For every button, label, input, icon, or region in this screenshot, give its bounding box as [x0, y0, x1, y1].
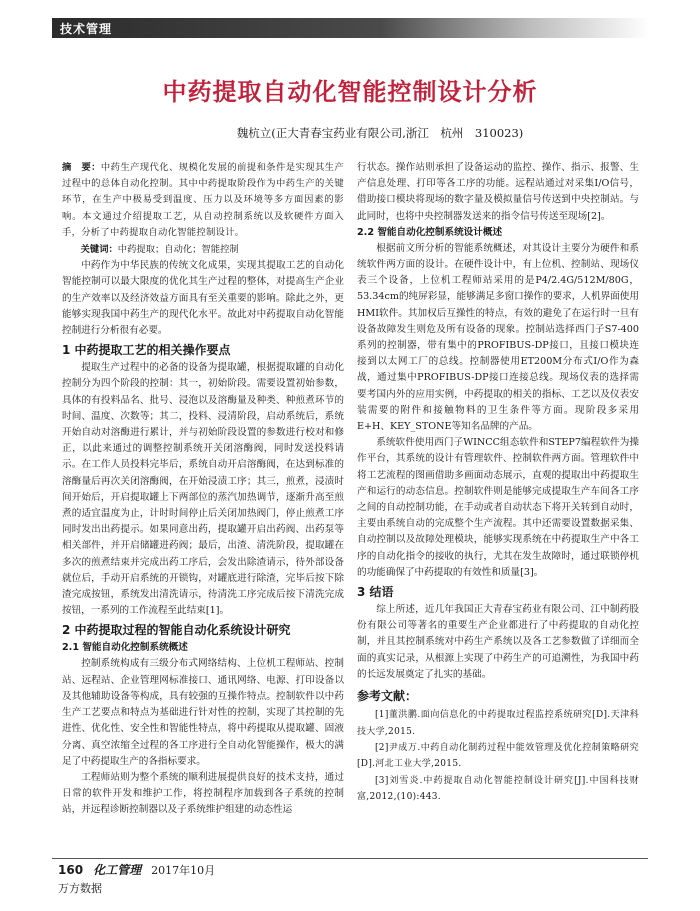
section-tag [52, 18, 650, 38]
abstract-text: 中药生产现代化、规模化发展的前提和条件是实现其生产过程中的总体自动化控制。其中中药提取阶段作为中药生产的关键环节，在生产中极易受到温度、压力以及环境等多方面因素的影响。本文通过介绍提取工艺，从自动控制系统以及软硬件方面入手，分析了中药提取自动化智能控制设计。 [62, 162, 344, 238]
watermark: 万方数据 [58, 882, 102, 895]
footer-divider [52, 858, 648, 859]
heading-section-2-1: 2.1 智能自动化控制系统概述 [62, 642, 188, 654]
heading-section-2-2: 2.2 智能自动化控制系统设计概述 [357, 226, 503, 238]
paragraph: 控制系统构成有三级分布式网络结构、上位机工程师站、控制站、远程站、企业管理网标准接口、通讯网络、电源、打印设备以及其他辅助设备等构成，具有较强的互操作特点。控制软件以中药生产工艺要点和特点为基础进行针对性的控制，实现了其控制的先进性、优化性、安全性和智能性特点，将中药提取从提取罐、固液分离、真空浓缩全过程的各工序进行全自动化智能操作，极大的满足了中药提取生产的各指标要求。 [62, 658, 344, 767]
abstract [62, 160, 344, 241]
reference-item: [1]董洪鹏.面向信息化的中药提取过程监控系统研究[D].天津科技大学,2015. [357, 710, 639, 737]
page-footer [58, 861, 215, 878]
page-number: 160 [58, 862, 84, 877]
right-column [357, 160, 639, 806]
heading-section-3: 3 结语 [357, 585, 394, 600]
abstract-label: 摘 要： [62, 162, 101, 173]
intro-paragraph: 中药作为中华民族的传统文化成果，实现其提取工艺的自动化智能控制可以最大限度的优化其生产过程的整体，对提高生产企业的生产效率以及经济效益方面具有至关重要的影响。除此之外，更能够实现我国中药生产的现代化水平。故此对中药提取自动化智能控制进行分析很有必要。 [62, 260, 344, 337]
paragraph: 根据前文所分析的智能系统概述，对其设计主要分为硬件和系统软件两方面的设计。在硬件设计中，有上位机、控制站、现场仪表三个设备，上位机工程师站采用的是P4/2.4G/512M/80G，53.34cm的纯屏彩显，能够满足多窗口操作的要求，人机界面使用HMI软件。其加权后互操性的特点，有效的避免了在运行时一旦有设备故障发生则危及所有设备的现象。控制站选择西门子S7-400系列的控制器，带有集中的PROFIBUS-DP接口，且接口模块连接到以太网工厂的总线。控制器使用ET200M分布式I/O作为森战，通过集中PROFIBUS-DP接口连接总线。现场仪表的选择需要考国内外的应用实例，中药提取的相关的指标、工艺以及仪表安装需要的附件和接触物料的卫生条件等方面。现阶段多采用E+H、KEY_STONE等知名品牌的产品。 [357, 242, 639, 433]
keywords [62, 242, 344, 258]
author-line: 魏杭立(正大青春宝药业有限公司,浙江 杭州 310023) [236, 126, 524, 140]
paragraph: 综上所述，近几年我国正大青春宝药业有限公司、江中制药股份有限公司等著名的重要生产企业都进行了中药提取的自动化控制，并且其控制系统对中药生产系统以及各工艺参数做了详细而全面的真实记录，从根源上实现了中药生产的可追溯性，为我国中药的长远发展奠定了扎实的基础。 [357, 604, 639, 680]
left-column [62, 160, 344, 819]
paragraph: 提取生产过程中的必备的设备为提取罐，根据提取罐的自动化控制分为四个阶段的控制：其一，初始阶段。需要设置初始参数，具体的有投料品名、批号、浸泡以及溶酶量及种类、种煎煮环节的时间、温度、次数等；其二，投料、浸清阶段，启动系统后，系统开始自动对溶酶进行累计，并与初始阶段设置的参数进行校对和修正，以此来通过的调整控制系统开关闭溶酶阀，同时发送投料请示。在工作人员投料完毕后，系统自动开启溶酶阀，在达到标准的溶酶量后再次关闭溶酶阀，在开始浸渍工序；其三，煎煮，浸渍时间开始后，开启提取罐上下两部位的蒸汽加热调节，逐渐升高至煎煮的适宜温度为止，计时时间停止后关闭加热阀门，停止煎煮工序同时发出出药提示。如果同意出药，提取罐开启出药阀、出药泵等相关部件，并开启储罐进药阀；最后，出渣、清洗阶段，提取罐在多次的煎煮结束并完成出药工序后，会发出除渣请示，待外部设备就位后，手动开启系统的开锁钩，对罐底进行除渣，完毕后按下除渣完成按钮，系统发出清洗请示，待清洗工序完成后按下清洗完成按钮，一系列的工作流程至此结束[1]。 [62, 362, 344, 617]
paragraph: 系统软件使用西门子WINCC组态软件和STEP7编程软件为操作平台，其系统的设计有管理软件、控制软件两方面。管理软件中将工艺流程的图画借助多画面动态展示，直观的提取出中药提取生产和运行的动态信息。控制软件则是能够完成提取生产车间各工序之间的自动控制功能，在手动或者自动状态下将开关转到自动时，主要由系统自动的完成整个生产流程。其中还需要设置数据采集、自动控制以及故障处理模块，能够实现系统在中药提取生产中各工序的自动化指令的接收的执行，尤其在发生故障时，通过联锁停机的功能确保了中药提取的有效性和质量[3]。 [357, 437, 639, 578]
issue-date: 2017年10月 [151, 863, 216, 877]
reference-item: [2]尹成万.中药自动化制药过程中能效管理及优化控制策略研究[D].河北工业大学,2015. [357, 742, 639, 770]
keywords-text: 中药提取；自动化；智能控制 [117, 244, 239, 256]
reference-item: [3]刘雪炎.中药提取自动化智能控制设计研究[J].中国科技财富,2012,(10):443. [357, 775, 639, 803]
heading-section-2: 2 中药提取过程的智能自动化系统设计研究 [62, 623, 291, 638]
heading-section-1: 1 中药提取工艺的相关操作要点 [62, 343, 231, 358]
keywords-label: 关键词： [80, 244, 118, 256]
references-heading: 参考文献： [357, 689, 418, 704]
paragraph: 工程师站则为整个系统的顺利进展提供良好的技术支持，通过日常的软件开发和维护工作，将控制程序加载到各子系统的控制站，并远程诊断控制器以及子系统维护组建的动态性运 [62, 771, 344, 816]
paragraph: 行状态。操作站则承担了设备运动的监控、操作、指示、报警、生产信息处理、打印等各工序的功能。远程站通过对采集I/O信号，借助接口模块将现场的数字量及模拟量信号传送到中央控制站。与此同时，也将中央控制器发送来的指令信号传送至现场[2]。 [357, 162, 639, 222]
section-tag-label: 技术管理 [60, 22, 113, 36]
journal-name: 化工管理 [93, 863, 142, 877]
article-title: 中药提取自动化智能控制设计分析 [162, 78, 538, 106]
